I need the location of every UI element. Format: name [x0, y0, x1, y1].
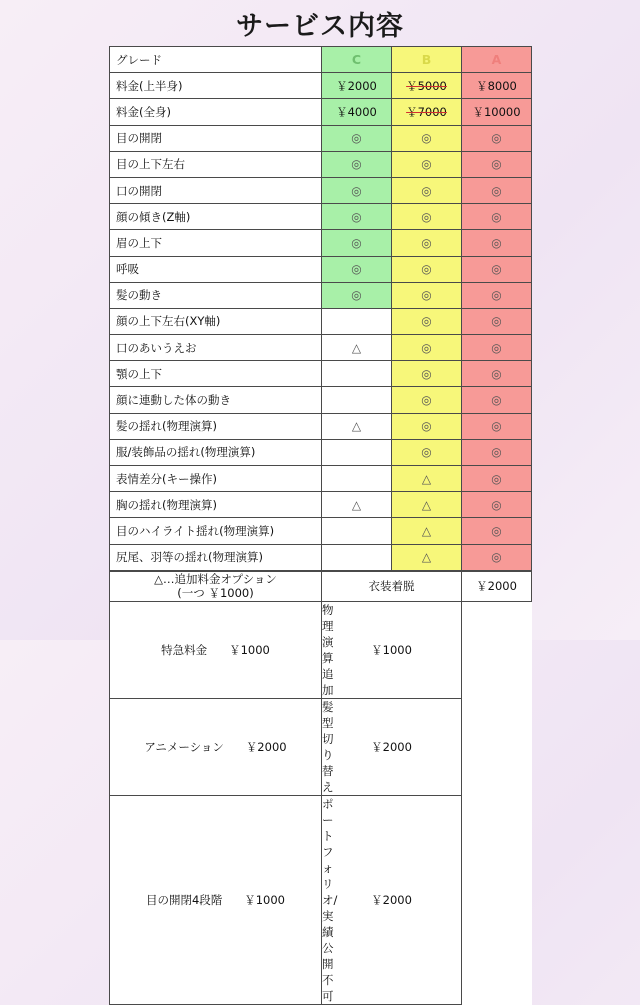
mark-a: ◎: [462, 230, 532, 256]
option-left-name: [110, 795, 322, 1004]
table-row: [110, 544, 532, 570]
row-label: 眉の上下: [110, 230, 322, 256]
table-row: [110, 204, 532, 230]
options-row-note: [110, 571, 532, 601]
mark-c: [322, 439, 392, 465]
row-label: 目のハイライト揺れ(物理演算): [110, 518, 322, 544]
mark-b: ◎: [392, 256, 462, 282]
table-row: [110, 151, 532, 177]
option-left-name-text: 目の開閉4段階: [146, 893, 222, 907]
mark-c: △: [322, 335, 392, 361]
table-row: [110, 335, 532, 361]
mark-a: ◎: [462, 387, 532, 413]
mark-a: ◎: [462, 466, 532, 492]
mark-a: ◎: [462, 256, 532, 282]
mark-a: ◎: [462, 335, 532, 361]
row-label: 尻尾、羽等の揺れ(物理演算): [110, 544, 322, 570]
mark-a: ◎: [462, 518, 532, 544]
table-row: [110, 282, 532, 308]
option-right-price: ￥2000: [462, 571, 532, 601]
option-left-name-text: 特急料金: [161, 643, 207, 657]
grade-b-header: B: [392, 47, 462, 73]
mark-c: [322, 361, 392, 387]
option-left-price: ￥1000: [244, 893, 285, 907]
row-label: 口の開閉: [110, 177, 322, 203]
mark-a: ◎: [462, 413, 532, 439]
mark-c: △: [322, 492, 392, 518]
row-label: 料金(全身): [110, 99, 322, 125]
row-label: 顔に連動した体の動き: [110, 387, 322, 413]
table-row: [110, 492, 532, 518]
mark-a: ◎: [462, 282, 532, 308]
table-row: [110, 256, 532, 282]
row-label: 髪の動き: [110, 282, 322, 308]
mark-c: [322, 466, 392, 492]
table-row: [110, 177, 532, 203]
option-note-line3: (一つ ￥1000): [177, 586, 253, 600]
option-note: [110, 571, 322, 601]
mark-b: ◎: [392, 204, 462, 230]
row-label: 顔の上下左右(XY軸): [110, 308, 322, 334]
price-c: ￥2000: [322, 73, 392, 99]
mark-b: △: [392, 492, 462, 518]
table-row: [110, 73, 532, 99]
service-table-wrapper: [109, 46, 531, 1005]
table-row-header: [110, 47, 532, 73]
service-table: [109, 46, 532, 571]
mark-b: △: [392, 466, 462, 492]
price-a: ￥10000: [462, 99, 532, 125]
row-label: 顎の上下: [110, 361, 322, 387]
mark-b: △: [392, 544, 462, 570]
option-note-line1: △…: [154, 572, 174, 586]
mark-c: ◎: [322, 282, 392, 308]
table-row: [110, 125, 532, 151]
mark-a: ◎: [462, 544, 532, 570]
mark-b: ◎: [392, 387, 462, 413]
option-right-price: ￥1000: [322, 601, 462, 698]
price-b: ￥5000: [392, 73, 462, 99]
mark-c: [322, 518, 392, 544]
mark-b: ◎: [392, 151, 462, 177]
price-c: ￥4000: [322, 99, 392, 125]
mark-c: ◎: [322, 177, 392, 203]
row-label: 呼吸: [110, 256, 322, 282]
table-row: [110, 518, 532, 544]
grade-a-header: A: [462, 47, 532, 73]
option-left-name: [110, 601, 322, 698]
row-label: グレード: [110, 47, 322, 73]
table-row: [110, 99, 532, 125]
mark-a: ◎: [462, 361, 532, 387]
option-left-name-text: アニメーション: [144, 740, 223, 754]
row-label: 顔の傾き(Z軸): [110, 204, 322, 230]
options-row: [110, 795, 532, 1004]
mark-b: ◎: [392, 413, 462, 439]
option-right-name: 衣装着脱: [322, 571, 462, 601]
table-row: [110, 361, 532, 387]
table-row: [110, 466, 532, 492]
mark-b: ◎: [392, 282, 462, 308]
row-label: 胸の揺れ(物理演算): [110, 492, 322, 518]
mark-c: [322, 544, 392, 570]
page-title: サービス内容: [0, 0, 640, 46]
row-label: 服/装飾品の揺れ(物理演算): [110, 439, 322, 465]
mark-a: ◎: [462, 177, 532, 203]
mark-c: ◎: [322, 256, 392, 282]
mark-c: [322, 387, 392, 413]
mark-b: ◎: [392, 439, 462, 465]
table-row: [110, 439, 532, 465]
mark-c: ◎: [322, 230, 392, 256]
table-row: [110, 387, 532, 413]
options-row: [110, 698, 532, 795]
option-right-price: ￥2000: [322, 698, 462, 795]
option-note-line2: 追加料金オプション: [174, 572, 276, 586]
option-right-price: ￥2000: [322, 795, 462, 1004]
mark-c: ◎: [322, 125, 392, 151]
mark-c: ◎: [322, 204, 392, 230]
option-left-price: ￥1000: [229, 643, 270, 657]
options-row: [110, 601, 532, 698]
mark-a: ◎: [462, 308, 532, 334]
grade-c-header: C: [322, 47, 392, 73]
mark-b: ◎: [392, 230, 462, 256]
mark-a: ◎: [462, 492, 532, 518]
row-label: 口のあいうえお: [110, 335, 322, 361]
mark-b: ◎: [392, 177, 462, 203]
table-row: [110, 308, 532, 334]
row-label: 表情差分(キー操作): [110, 466, 322, 492]
row-label: 髪の揺れ(物理演算): [110, 413, 322, 439]
mark-c: [322, 308, 392, 334]
row-label: 料金(上半身): [110, 73, 322, 99]
row-label: 目の上下左右: [110, 151, 322, 177]
price-a: ￥8000: [462, 73, 532, 99]
table-row: [110, 230, 532, 256]
option-left-name: [110, 698, 322, 795]
options-table: [109, 571, 532, 1005]
mark-c: △: [322, 413, 392, 439]
mark-a: ◎: [462, 439, 532, 465]
mark-a: ◎: [462, 204, 532, 230]
option-left-price: ￥2000: [246, 740, 287, 754]
mark-c: ◎: [322, 151, 392, 177]
mark-b: ◎: [392, 361, 462, 387]
row-label: 目の開閉: [110, 125, 322, 151]
table-row: [110, 413, 532, 439]
mark-b: △: [392, 518, 462, 544]
price-b: ￥7000: [392, 99, 462, 125]
mark-b: ◎: [392, 125, 462, 151]
mark-a: ◎: [462, 125, 532, 151]
mark-b: ◎: [392, 335, 462, 361]
mark-b: ◎: [392, 308, 462, 334]
mark-a: ◎: [462, 151, 532, 177]
